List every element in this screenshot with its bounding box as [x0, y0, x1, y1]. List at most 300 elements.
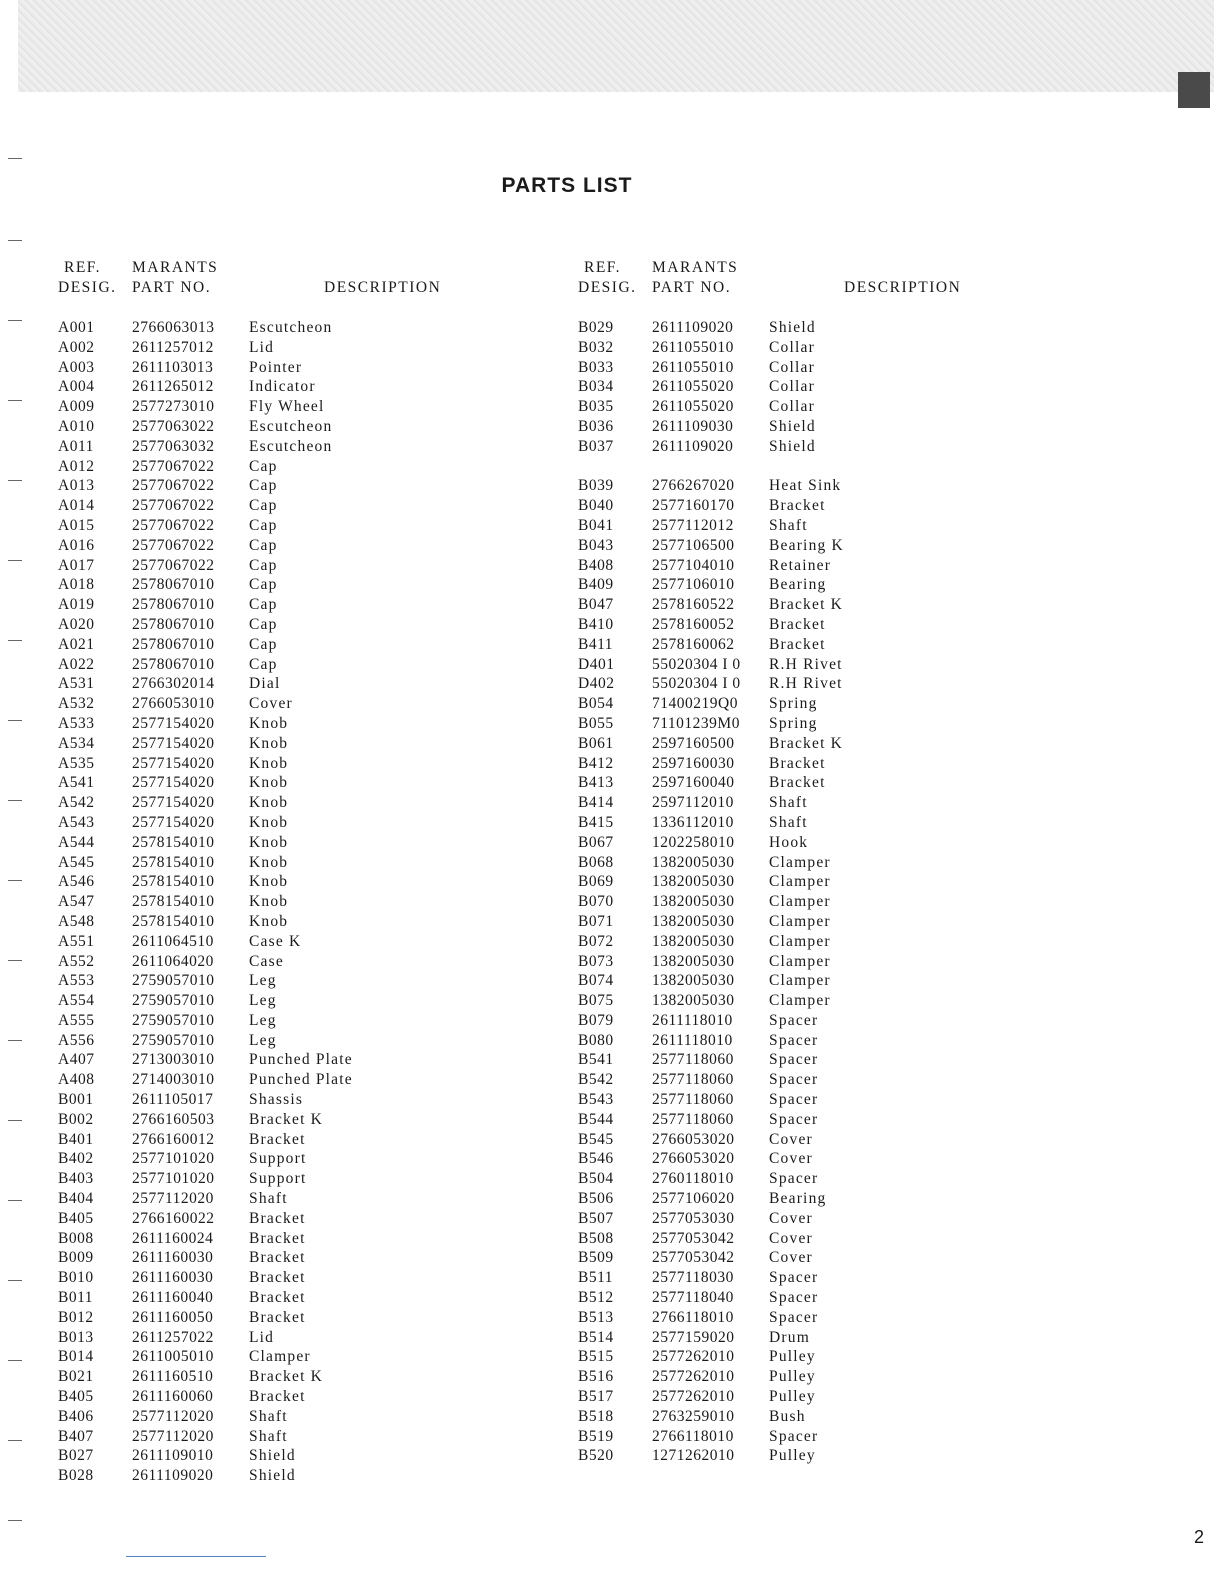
description-cell: Shield — [249, 1467, 296, 1485]
header-part-line1: MARANTS — [132, 259, 219, 276]
description-cell: Leg — [249, 972, 277, 990]
description-cell: Bearing — [769, 576, 827, 594]
description-cell: Spring — [769, 714, 818, 732]
part-number-cell: 2714003010 — [132, 1071, 215, 1089]
part-number-cell: 2577112020 — [132, 1190, 214, 1208]
ref-cell: A551 — [58, 932, 95, 950]
description-cell: Spacer — [769, 1011, 819, 1029]
part-number-cell: 2760118010 — [652, 1170, 734, 1188]
ref-cell: A022 — [58, 655, 95, 673]
part-number-cell: 2611064020 — [132, 952, 214, 970]
ref-cell: B415 — [578, 813, 614, 831]
part-number-cell: 2759057010 — [132, 972, 215, 990]
scanned-header-band — [18, 0, 1214, 92]
description-cell: Spacer — [769, 1051, 819, 1069]
description-cell: Spacer — [769, 1071, 819, 1089]
ref-cell: B509 — [578, 1249, 614, 1267]
ref-cell: A014 — [58, 497, 95, 515]
section-tab-marker — [1178, 72, 1210, 108]
ref-cell: B413 — [578, 774, 614, 792]
part-number-cell: 2577118060 — [652, 1110, 734, 1128]
ref-cell: B029 — [578, 319, 614, 336]
part-number-cell: 2577067022 — [132, 516, 215, 534]
description-cell: Knob — [249, 873, 289, 891]
part-number-cell: 2611160510 — [132, 1368, 214, 1386]
part-number-cell: 1202258010 — [652, 833, 735, 851]
description-cell: Drum — [769, 1328, 810, 1346]
ref-cell: A012 — [58, 457, 95, 475]
description-cell: Spring — [769, 695, 818, 713]
ref-cell: B519 — [578, 1427, 614, 1445]
description-cell: Bracket — [769, 774, 826, 792]
part-number-cell: 2611005010 — [132, 1348, 214, 1366]
part-number-cell: 2578154010 — [132, 833, 215, 851]
description-cell: Spacer — [769, 1031, 819, 1049]
description-cell: Clamper — [769, 952, 831, 970]
part-number-cell: 2611118010 — [652, 1031, 733, 1049]
description-cell: Support — [249, 1170, 307, 1188]
ref-cell: B080 — [578, 1031, 614, 1049]
part-number-cell: 2578067010 — [132, 635, 215, 653]
part-number-cell: 2577067022 — [132, 477, 215, 495]
ref-cell: A018 — [58, 576, 95, 594]
header-ref-line1: REF. — [584, 259, 622, 276]
ref-cell: B027 — [58, 1447, 94, 1465]
ref-cell: B516 — [578, 1368, 614, 1386]
ref-cell: B542 — [578, 1071, 614, 1089]
part-number-cell: 1336112010 — [652, 813, 734, 831]
description-cell: Spacer — [769, 1289, 819, 1307]
footer-rule — [126, 1556, 266, 1557]
description-cell: Shaft — [249, 1407, 288, 1425]
description-cell: Cap — [249, 497, 278, 515]
part-number-cell: 2611109020 — [132, 1467, 214, 1485]
description-cell: Shield — [769, 417, 816, 435]
part-number-cell: 55020304 I 0 — [652, 675, 741, 693]
description-cell: Bracket — [249, 1249, 306, 1267]
ref-cell: B041 — [578, 516, 614, 534]
ref-cell: D401 — [578, 655, 615, 673]
part-number-cell: 2577118030 — [652, 1269, 734, 1287]
ref-cell: B061 — [578, 734, 614, 752]
description-cell: Spacer — [769, 1110, 819, 1128]
ref-cell: B069 — [578, 873, 614, 891]
header-ref-line1: REF. — [64, 259, 102, 276]
description-cell: Knob — [249, 813, 289, 831]
description-cell: Shield — [769, 437, 816, 455]
ref-cell: B543 — [578, 1091, 614, 1109]
description-cell: Punched Plate — [249, 1071, 353, 1089]
description-cell: Pointer — [249, 358, 303, 376]
part-number-cell: 2577262010 — [652, 1348, 735, 1366]
part-number-cell: 1382005030 — [652, 932, 735, 950]
part-number-cell: 2577063022 — [132, 417, 215, 435]
part-number-cell: 1382005030 — [652, 873, 735, 891]
ref-cell: B518 — [578, 1407, 614, 1425]
part-number-cell: 2577159020 — [652, 1328, 735, 1346]
ref-cell: B068 — [578, 853, 614, 871]
part-number-cell: 2611257012 — [132, 338, 214, 356]
part-number-cell: 2578160062 — [652, 635, 735, 653]
description-cell: Cap — [249, 457, 278, 475]
part-number-cell: 2597112010 — [652, 794, 734, 812]
part-number-cell: 2577106020 — [652, 1190, 735, 1208]
ref-cell: B011 — [58, 1289, 94, 1307]
ref-cell: A534 — [58, 734, 95, 752]
part-number-cell: 2577067022 — [132, 536, 215, 554]
description-cell: Bracket — [249, 1289, 306, 1307]
part-number-cell: 2766118010 — [652, 1308, 734, 1326]
ref-cell: A548 — [58, 912, 95, 930]
part-number-cell: 1382005030 — [652, 912, 735, 930]
part-number-cell: 2577106010 — [652, 576, 735, 594]
ref-cell: A003 — [58, 358, 95, 376]
description-cell: Bracket — [769, 635, 826, 653]
ref-cell: D402 — [578, 675, 615, 693]
part-number-cell: 2766267020 — [652, 477, 735, 495]
ref-cell: B414 — [578, 794, 614, 812]
ref-cell: B054 — [578, 695, 614, 713]
description-cell: Bracket — [769, 615, 826, 633]
ref-cell: A002 — [58, 338, 95, 356]
description-cell: Shaft — [249, 1427, 288, 1445]
part-number-cell: 2578160522 — [652, 596, 735, 614]
page-number: 2 — [1194, 1527, 1205, 1547]
part-number-cell: 2578067010 — [132, 615, 215, 633]
description-cell: Pulley — [769, 1348, 816, 1366]
description-cell: R.H Rivet — [769, 655, 843, 673]
ref-cell: A010 — [58, 417, 95, 435]
header-ref-line2: DESIG. — [578, 279, 637, 296]
description-cell: Shield — [249, 1447, 296, 1465]
part-number-cell: 2759057010 — [132, 1011, 215, 1029]
ref-cell: B507 — [578, 1209, 614, 1227]
part-number-cell: 2578154010 — [132, 873, 215, 891]
description-cell: Bracket K — [769, 596, 844, 614]
ref-cell: B039 — [578, 477, 614, 495]
ref-cell: A531 — [58, 675, 95, 693]
description-cell: Indicator — [249, 378, 316, 396]
ref-cell: B002 — [58, 1110, 94, 1128]
ref-cell: A021 — [58, 635, 95, 653]
ref-cell: A009 — [58, 398, 95, 416]
part-number-cell: 2577154020 — [132, 774, 215, 792]
part-number-cell: 2577262010 — [652, 1368, 735, 1386]
part-number-cell: 2611160024 — [132, 1229, 214, 1247]
part-number-cell: 2611257022 — [132, 1328, 214, 1346]
description-cell: Clamper — [769, 853, 831, 871]
part-number-cell: 71400219Q0 — [652, 695, 738, 713]
ref-cell: A542 — [58, 794, 95, 812]
ref-cell: A543 — [58, 813, 95, 831]
description-cell: Clamper — [769, 893, 831, 911]
part-number-cell: 2577112020 — [132, 1427, 214, 1445]
part-number-cell: 2611160040 — [132, 1289, 214, 1307]
description-cell: Knob — [249, 774, 289, 792]
description-cell: Shaft — [249, 1190, 288, 1208]
ref-cell: A533 — [58, 714, 95, 732]
description-cell: Clamper — [769, 932, 831, 950]
description-cell: Bracket — [249, 1269, 306, 1287]
description-cell: Punched Plate — [249, 1051, 353, 1069]
description-cell: Case — [249, 952, 284, 970]
header-description: DESCRIPTION — [844, 279, 962, 296]
description-cell: Dial — [249, 675, 281, 693]
part-number-cell: 2578160052 — [652, 615, 735, 633]
description-cell: Fly Wheel — [249, 398, 325, 416]
header-part-line1: MARANTS — [652, 259, 739, 276]
description-cell: Spacer — [769, 1427, 819, 1445]
part-number-cell: 2577112020 — [132, 1407, 214, 1425]
description-cell: Knob — [249, 912, 289, 930]
description-cell: Bearing K — [769, 536, 844, 554]
header-part-line2: PART NO. — [652, 279, 732, 296]
part-number-cell: 1382005030 — [652, 853, 735, 871]
part-number-cell: 71101239M0 — [652, 714, 740, 732]
description-cell: Cap — [249, 536, 278, 554]
part-number-cell: 2578154010 — [132, 853, 215, 871]
ref-cell: B043 — [578, 536, 614, 554]
ref-cell: B405 — [58, 1209, 94, 1227]
ref-cell: A532 — [58, 695, 95, 713]
description-cell: Knob — [249, 754, 289, 772]
description-cell: Collar — [769, 378, 815, 396]
ref-cell: B410 — [578, 615, 614, 633]
ref-cell: B514 — [578, 1328, 614, 1346]
description-cell: R.H Rivet — [769, 675, 843, 693]
part-number-cell: 2611265012 — [132, 378, 214, 396]
ref-cell: A556 — [58, 1031, 95, 1049]
description-cell: Bracket — [769, 754, 826, 772]
ref-cell: B512 — [578, 1289, 614, 1307]
ref-cell: B405 — [58, 1388, 94, 1406]
part-number-cell: 2766118010 — [652, 1427, 734, 1445]
description-cell: Heat Sink — [769, 477, 842, 495]
ref-cell: B037 — [578, 437, 614, 455]
part-number-cell: 2577118040 — [652, 1289, 734, 1307]
description-cell: Shaft — [769, 794, 808, 812]
ref-cell: B544 — [578, 1110, 614, 1128]
part-number-cell: 2577101020 — [132, 1150, 215, 1168]
part-number-cell: 2611109020 — [652, 319, 734, 336]
description-cell: Collar — [769, 398, 815, 416]
ref-cell: B541 — [578, 1051, 614, 1069]
part-number-cell: 55020304 I 0 — [652, 655, 741, 673]
description-cell: Escutcheon — [249, 319, 333, 336]
description-cell: Bracket K — [249, 1368, 324, 1386]
part-number-cell: 2611055020 — [652, 398, 734, 416]
ref-cell: B409 — [578, 576, 614, 594]
ref-cell: B001 — [58, 1091, 94, 1109]
part-number-cell: 2577154020 — [132, 754, 215, 772]
part-number-cell: 2611064510 — [132, 932, 214, 950]
ref-cell: B013 — [58, 1328, 94, 1346]
ref-cell: A555 — [58, 1011, 95, 1029]
description-cell: Shaft — [769, 516, 808, 534]
description-cell: Clamper — [249, 1348, 311, 1366]
ref-cell: B073 — [578, 952, 614, 970]
part-number-cell: 2577154020 — [132, 734, 215, 752]
ref-cell: B010 — [58, 1269, 94, 1287]
part-number-cell: 2766160022 — [132, 1209, 215, 1227]
ref-cell: A017 — [58, 556, 95, 574]
description-cell: Lid — [249, 338, 275, 356]
part-number-cell: 1382005030 — [652, 992, 735, 1010]
ref-cell: A004 — [58, 378, 95, 396]
description-cell: Cover — [769, 1209, 813, 1227]
part-number-cell: 2577262010 — [652, 1388, 735, 1406]
ref-cell: B033 — [578, 358, 614, 376]
ref-cell: A019 — [58, 596, 95, 614]
ref-cell: B074 — [578, 972, 614, 990]
part-number-cell: 2597160500 — [652, 734, 735, 752]
part-number-cell: 2611109010 — [132, 1447, 214, 1465]
part-number-cell: 2578067010 — [132, 655, 215, 673]
part-number-cell: 2611109020 — [652, 437, 734, 455]
description-cell: Leg — [249, 992, 277, 1010]
ref-cell: B511 — [578, 1269, 614, 1287]
ref-cell: B032 — [578, 338, 614, 356]
description-cell: Collar — [769, 358, 815, 376]
description-cell: Shield — [769, 319, 816, 336]
ref-cell: B075 — [578, 992, 614, 1010]
part-number-cell: 2611160050 — [132, 1308, 214, 1326]
description-cell: Hook — [769, 833, 809, 851]
part-number-cell: 2766302014 — [132, 675, 215, 693]
part-number-cell: 2611055010 — [652, 358, 734, 376]
ref-cell: B504 — [578, 1170, 614, 1188]
ref-cell: A554 — [58, 992, 95, 1010]
description-cell: Escutcheon — [249, 417, 333, 435]
ref-cell: A552 — [58, 952, 95, 970]
ref-cell: B014 — [58, 1348, 94, 1366]
ref-cell: A535 — [58, 754, 95, 772]
description-cell: Bracket — [249, 1388, 306, 1406]
ref-cell: B009 — [58, 1249, 94, 1267]
ref-cell: B515 — [578, 1348, 614, 1366]
ref-cell: B406 — [58, 1407, 94, 1425]
part-number-cell: 2577118060 — [652, 1071, 734, 1089]
ref-cell: B012 — [58, 1308, 94, 1326]
ref-cell: B508 — [578, 1229, 614, 1247]
part-number-cell: 2577154020 — [132, 714, 215, 732]
description-cell: Bracket — [249, 1308, 306, 1326]
part-number-cell: 2766053010 — [132, 695, 215, 713]
description-cell: Bracket — [249, 1229, 306, 1247]
ref-cell: B055 — [578, 714, 614, 732]
part-number-cell: 2577053042 — [652, 1249, 735, 1267]
part-number-cell: 2577067022 — [132, 457, 215, 475]
part-number-cell: 2578067010 — [132, 576, 215, 594]
ref-cell: A001 — [58, 319, 95, 336]
ref-cell: B021 — [58, 1368, 94, 1386]
description-cell: Bracket K — [769, 734, 844, 752]
part-number-cell: 2577101020 — [132, 1170, 215, 1188]
description-cell: Knob — [249, 714, 289, 732]
description-cell: Support — [249, 1150, 307, 1168]
part-number-cell: 2766063013 — [132, 319, 215, 336]
ref-cell: B546 — [578, 1150, 614, 1168]
ref-cell: A544 — [58, 833, 95, 851]
ref-cell: B402 — [58, 1150, 94, 1168]
description-cell: Knob — [249, 853, 289, 871]
ref-cell: B412 — [578, 754, 614, 772]
ref-cell: B036 — [578, 417, 614, 435]
ref-cell: B047 — [578, 596, 614, 614]
part-number-cell: 2611109030 — [652, 417, 734, 435]
part-number-cell: 2577154020 — [132, 813, 215, 831]
part-number-cell: 1382005030 — [652, 893, 735, 911]
part-number-cell: 2611118010 — [652, 1011, 733, 1029]
part-number-cell: 2766053020 — [652, 1150, 735, 1168]
description-cell: Clamper — [769, 972, 831, 990]
ref-cell: B401 — [58, 1130, 94, 1148]
ref-cell: B520 — [578, 1447, 614, 1465]
description-cell: Cap — [249, 477, 278, 495]
part-number-cell: 2577053042 — [652, 1229, 735, 1247]
part-number-cell: 1382005030 — [652, 972, 735, 990]
description-cell: Spacer — [769, 1091, 819, 1109]
description-cell: Clamper — [769, 992, 831, 1010]
ref-cell: B034 — [578, 378, 614, 396]
ref-cell: B008 — [58, 1229, 94, 1247]
part-number-cell: 2759057010 — [132, 1031, 215, 1049]
description-cell: Clamper — [769, 873, 831, 891]
ref-cell: B506 — [578, 1190, 614, 1208]
ref-cell: B513 — [578, 1308, 614, 1326]
description-cell: Bush — [769, 1407, 806, 1425]
part-number-cell: 2578067010 — [132, 596, 215, 614]
description-cell: Clamper — [769, 912, 831, 930]
description-cell: Spacer — [769, 1170, 819, 1188]
part-number-cell: 2611160030 — [132, 1269, 214, 1287]
description-cell: Cap — [249, 596, 278, 614]
description-cell: Spacer — [769, 1308, 819, 1326]
ref-cell: A553 — [58, 972, 95, 990]
header-part-line2: PART NO. — [132, 279, 212, 296]
description-cell: Cap — [249, 655, 278, 673]
part-number-cell: 2578154010 — [132, 912, 215, 930]
part-number-cell: 2713003010 — [132, 1051, 215, 1069]
ref-cell: B403 — [58, 1170, 94, 1188]
ref-cell: A547 — [58, 893, 95, 911]
ref-cell: A020 — [58, 615, 95, 633]
part-number-cell: 2611160030 — [132, 1249, 214, 1267]
description-cell: Cover — [769, 1229, 813, 1247]
description-cell: Escutcheon — [249, 437, 333, 455]
part-number-cell: 2578154010 — [132, 893, 215, 911]
description-cell: Bearing — [769, 1190, 827, 1208]
part-number-cell: 2577053030 — [652, 1209, 735, 1227]
description-cell: Leg — [249, 1031, 277, 1049]
description-cell: Lid — [249, 1328, 275, 1346]
part-number-cell: 2597160030 — [652, 754, 735, 772]
ref-cell: B517 — [578, 1388, 614, 1406]
description-cell: Knob — [249, 794, 289, 812]
description-cell: Cap — [249, 576, 278, 594]
part-number-cell: 2577067022 — [132, 497, 215, 515]
part-number-cell: 2611055020 — [652, 378, 734, 396]
description-cell: Spacer — [769, 1269, 819, 1287]
ref-cell: A015 — [58, 516, 95, 534]
part-number-cell: 2577154020 — [132, 794, 215, 812]
part-number-cell: 2759057010 — [132, 992, 215, 1010]
ref-cell: A408 — [58, 1071, 95, 1089]
part-number-cell: 2597160040 — [652, 774, 735, 792]
description-cell: Cover — [769, 1150, 813, 1168]
part-number-cell: 2766160503 — [132, 1110, 215, 1128]
description-cell: Knob — [249, 893, 289, 911]
